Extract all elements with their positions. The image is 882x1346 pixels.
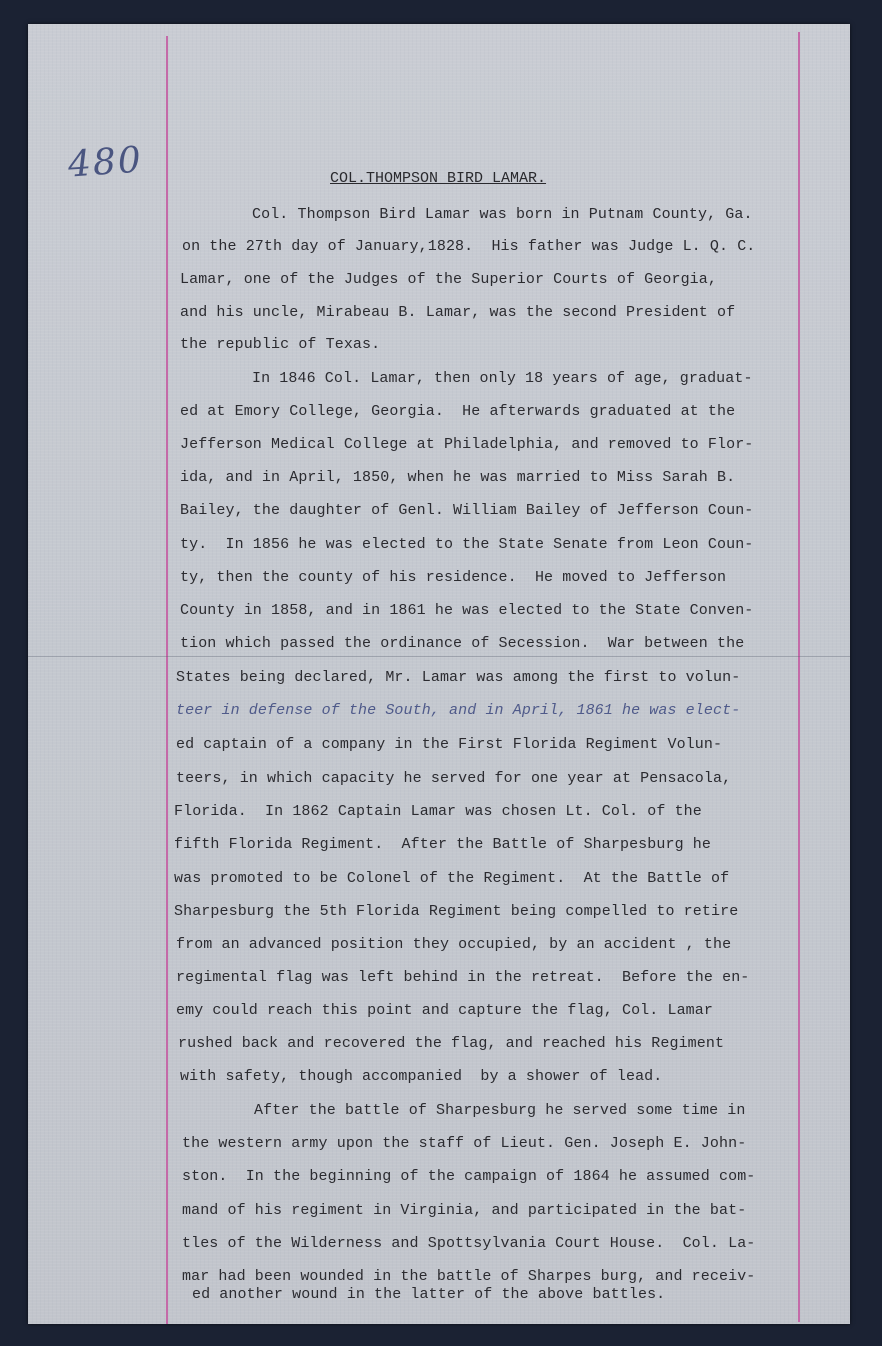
fold-line — [28, 656, 850, 657]
text-line: tion which passed the ordinance of Secession. War between the — [180, 635, 745, 652]
text-line: ed captain of a company in the First Florida Regiment Volun- — [176, 736, 723, 753]
left-margin-rule — [166, 36, 168, 1324]
text-line: Sharpesburg the 5th Florida Regiment being compelled to retire — [174, 903, 739, 920]
text-line: mar had been wounded in the battle of Sharpes burg, and receiv- — [182, 1268, 756, 1285]
text-line: Florida. In 1862 Captain Lamar was chosen Lt. Col. of the — [174, 803, 702, 820]
text-line: fifth Florida Regiment. After the Battle of Sharpesburg he — [174, 836, 711, 853]
text-line: rushed back and recovered the flag, and reached his Regiment — [178, 1035, 725, 1052]
text-line: ston. In the beginning of the campaign of 1864 he assumed com- — [182, 1168, 756, 1185]
text-line: In 1846 Col. Lamar, then only 18 years of age, graduat- — [252, 370, 753, 387]
text-line: teer in defense of the South, and in April, 1861 he was elect- — [176, 702, 741, 719]
text-line: County in 1858, and in 1861 he was elected to the State Conven- — [180, 602, 754, 619]
text-line: tles of the Wilderness and Spottsylvania Court House. Col. La- — [182, 1235, 756, 1252]
text-line: and his uncle, Mirabeau B. Lamar, was the second President of — [180, 304, 736, 321]
text-line: ed another wound in the latter of the above battles. — [192, 1286, 666, 1303]
text-line: ida, and in April, 1850, when he was married to Miss Sarah B. — [180, 469, 736, 486]
document-title: COL.THOMPSON BIRD LAMAR. — [330, 170, 547, 187]
text-line: on the 27th day of January,1828. His father was Judge L. Q. C. — [182, 238, 756, 255]
text-line: ty. In 1856 he was elected to the State Senate from Leon Coun- — [180, 536, 754, 553]
text-line: mand of his regiment in Virginia, and participated in the bat- — [182, 1202, 747, 1219]
right-margin-rule — [798, 32, 800, 1322]
text-line: the western army upon the staff of Lieut. Gen. Joseph E. John- — [182, 1135, 747, 1152]
text-line: Bailey, the daughter of Genl. William Bailey of Jefferson Coun- — [180, 502, 754, 519]
text-line: ed at Emory College, Georgia. He afterwards graduated at the — [180, 403, 736, 420]
text-line: from an advanced position they occupied, by an accident , the — [176, 936, 732, 953]
text-line: with safety, though accompanied by a shower of lead. — [180, 1068, 663, 1085]
text-line: Lamar, one of the Judges of the Superior Courts of Georgia, — [180, 271, 717, 288]
text-line: After the battle of Sharpesburg he served some time in — [254, 1102, 746, 1119]
document-page — [28, 24, 850, 1324]
text-line: Jefferson Medical College at Philadelphia, and removed to Flor- — [180, 436, 754, 453]
text-line: emy could reach this point and capture the flag, Col. Lamar — [176, 1002, 713, 1019]
handwritten-page-number: 480 — [66, 139, 145, 186]
text-line: regimental flag was left behind in the retreat. Before the en- — [176, 969, 750, 986]
text-line: ty, then the county of his residence. He moved to Jefferson — [180, 569, 727, 586]
text-line: Col. Thompson Bird Lamar was born in Putnam County, Ga. — [252, 206, 753, 223]
text-line: States being declared, Mr. Lamar was among the first to volun- — [176, 669, 741, 686]
text-line: the republic of Texas. — [180, 336, 381, 353]
text-line: was promoted to be Colonel of the Regiment. At the Battle of — [174, 870, 730, 887]
text-line: teers, in which capacity he served for one year at Pensacola, — [176, 770, 732, 787]
